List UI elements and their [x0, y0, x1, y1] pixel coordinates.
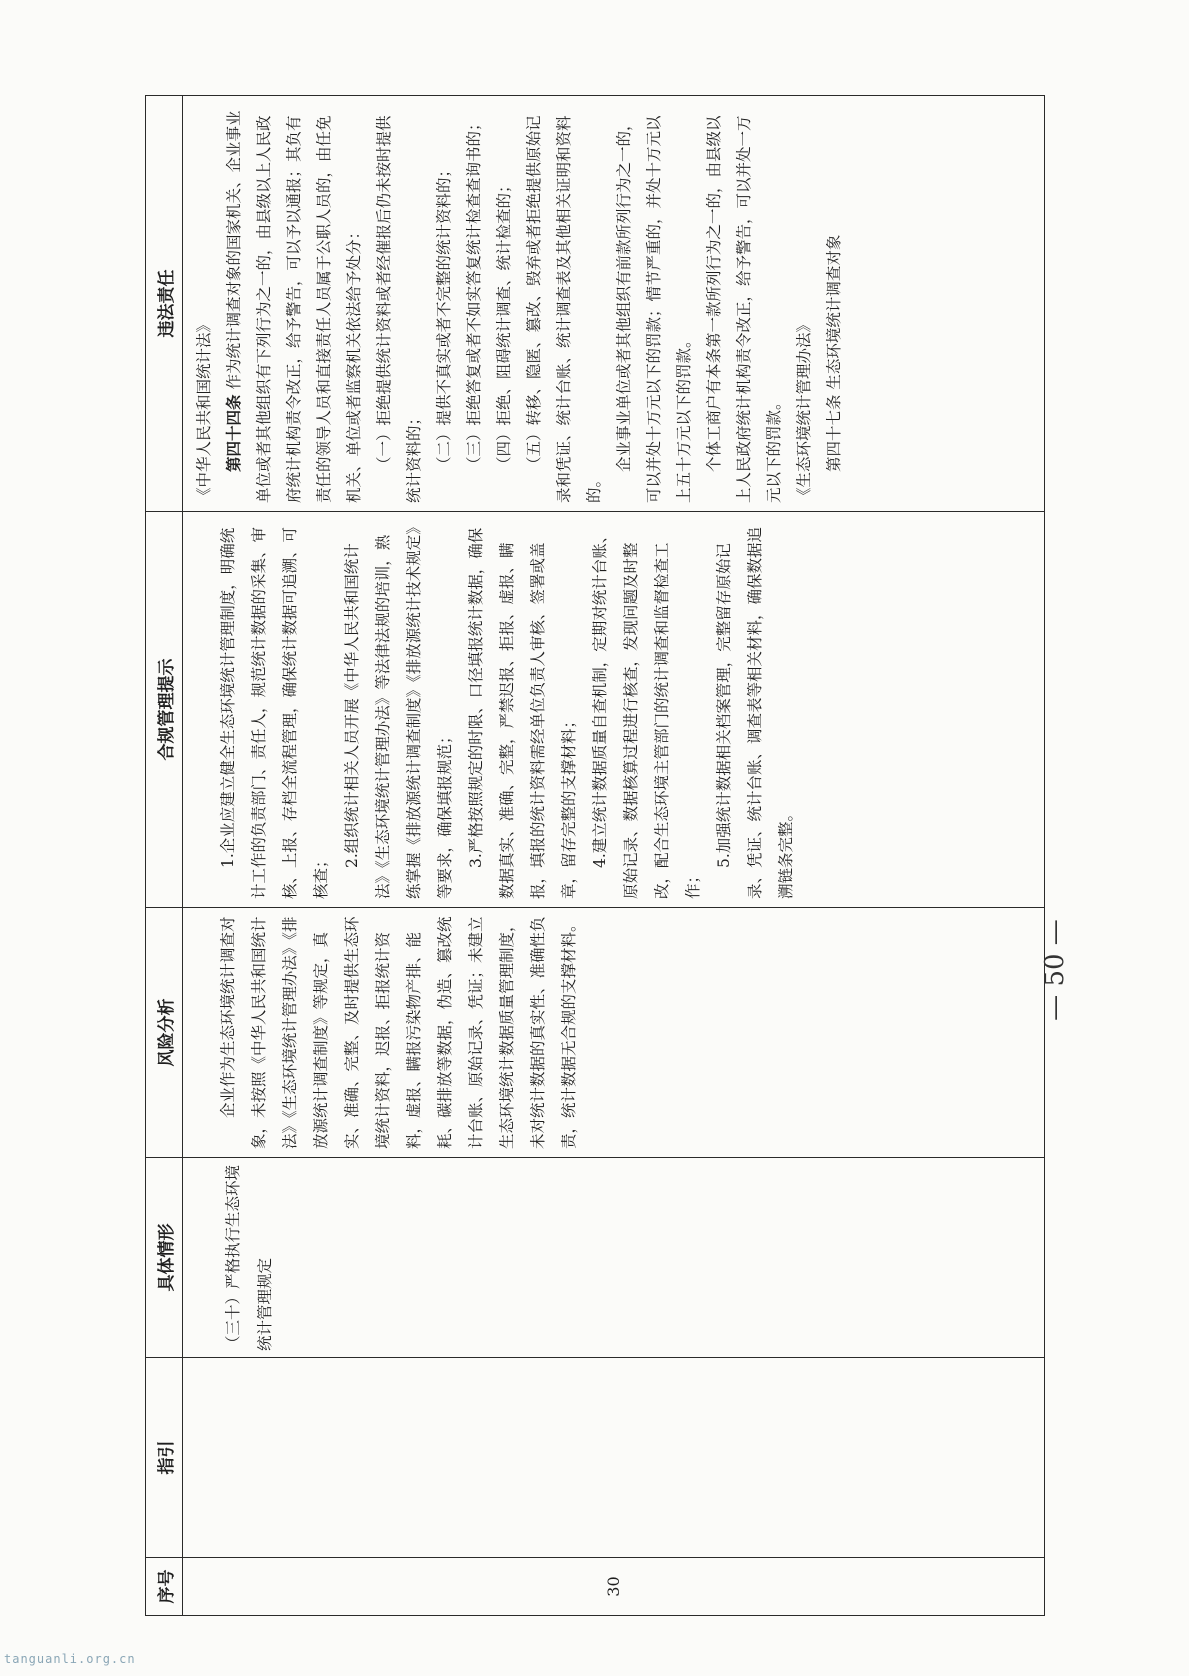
situation-text: （三十）严格执行生态环境统计管理规定: [224, 1164, 274, 1351]
article-44-text: 作为统计调查对象的国家机关、企业事业单位或者其他组织有下列行为之一的，由县级以上人民政府统计机构责令改正，给予警告，可以予以通报；其负有责任的领导人员和直接责任人员属于公职人员的，由任免机关、单位或者监察机关依法给予处分：: [225, 110, 363, 503]
risk-text: 企业作为生态环境统计调查对象，未按照《中华人民共和国统计法》《生态环境统计管理办法》《排放源统计调查制度》等规定，真实、准确、完整、及时提供生态环境统计资料，迟报、拒报统计资料，虚报、瞒报污染物产排、能耗、碳排放等数据，伪造、篡改统计台账、原始记录、凭证；未建立生态环境统计数据质量管理制度，未对统计数据的真实性、准确性负责，统计数据无合规的支撑材料。: [219, 916, 578, 1149]
rotated-page: [145, 96, 1045, 1616]
penalty-item-2: （二）提供不真实或者不完整的统计资料的；: [435, 161, 453, 472]
page-number: — 50 —: [1040, 919, 1070, 1021]
law-title-statistics: 《中华人民共和国统计法》: [195, 316, 213, 503]
header-guide: 指引: [146, 1358, 183, 1558]
header-seq: 序号: [146, 1558, 183, 1616]
compliance-item-2: 2.组织统计相关人员开展《中华人民共和国统计法》《生态环境统计管理办法》等法律法规的培训，熟练掌握《排放源统计调查制度》《排放源统计技术规定》等要求，确保填报规范；: [343, 526, 454, 899]
compliance-item-3: 3.严格按照规定的时限、口径填报统计数据，确保数据真实、准确、完整，严禁迟报、拒报、虚报、瞒报，填报的统计资料需经单位负责人审核、签署或盖章，留存完整的支撑材料；: [467, 527, 578, 899]
table-row: [183, 96, 1045, 1616]
article-44: [219, 104, 369, 503]
article-47: 第四十七条 生态环境统计调查对象: [825, 234, 843, 472]
header-risk: 风险分析: [146, 908, 183, 1158]
header-compliance: 合规管理提示: [146, 512, 183, 908]
penalty-item-3: （三）拒绝答复或者不如实答复统计检查查询书的；: [465, 115, 483, 472]
compliance-item-1: 1.企业应建立健全生态环境统计管理制度，明确统计工作的负责部门、责任人，规范统计数据的采集、审核、上报、存档全流程管理，确保统计数据可追溯、可核查；: [219, 526, 330, 899]
table-header-row: [146, 96, 183, 1616]
watermark: tanguanli.org.cn: [4, 1652, 136, 1666]
penalty-item-4: （四）拒绝、阻碍统计调查、统计检查的；: [495, 177, 513, 472]
cell-situation: [183, 1158, 1045, 1358]
penalty-item-5: （五）转移、隐匿、篡改、毁弃或者拒绝提供原始记录和凭证、统计台账、统计调查表及其他相关证明和资料的。: [525, 115, 603, 503]
header-responsibility: 违法责任: [146, 96, 183, 512]
penalty-paragraph-2: 企业事业单位或者其他组织有前款所列行为之一的，可以并处十万元以下的罚款；情节严重的，并处十万元以上五十万元以下的罚款。: [615, 115, 693, 503]
cell-seq: 30: [183, 1558, 1045, 1616]
compliance-item-4: 4.建立统计数据质量自查机制，定期对统计台账、原始记录、数据核算过程进行核查，发现问题及时整改，配合生态环境主管部门的统计调查和监督检查工作；: [591, 527, 702, 899]
header-situation: 具体情形: [146, 1158, 183, 1358]
cell-guide: [183, 1358, 1045, 1558]
law-title-eco-stat: 《生态环境统计管理办法》: [795, 316, 813, 503]
cell-compliance: [183, 512, 1045, 908]
penalty-paragraph-3: 个体工商户有本条第一款所列行为之一的，由县级以上人民政府统计机构责令改正，给予警告，可以并处一万元以下的罚款。: [705, 115, 783, 503]
article-44-label: 第四十四条: [224, 394, 243, 472]
compliance-item-5: 5.加强统计数据相关档案管理，完整留存原始记录、凭证、统计台账、调查表等相关材料，确保数据追溯链条完整。: [715, 526, 795, 899]
cell-responsibility: [183, 96, 1045, 512]
penalty-item-1: （一）拒绝提供统计资料或者经催报后仍未按时提供统计资料的；: [375, 115, 423, 503]
cell-risk: [183, 908, 1045, 1158]
compliance-table: [145, 95, 1045, 1616]
